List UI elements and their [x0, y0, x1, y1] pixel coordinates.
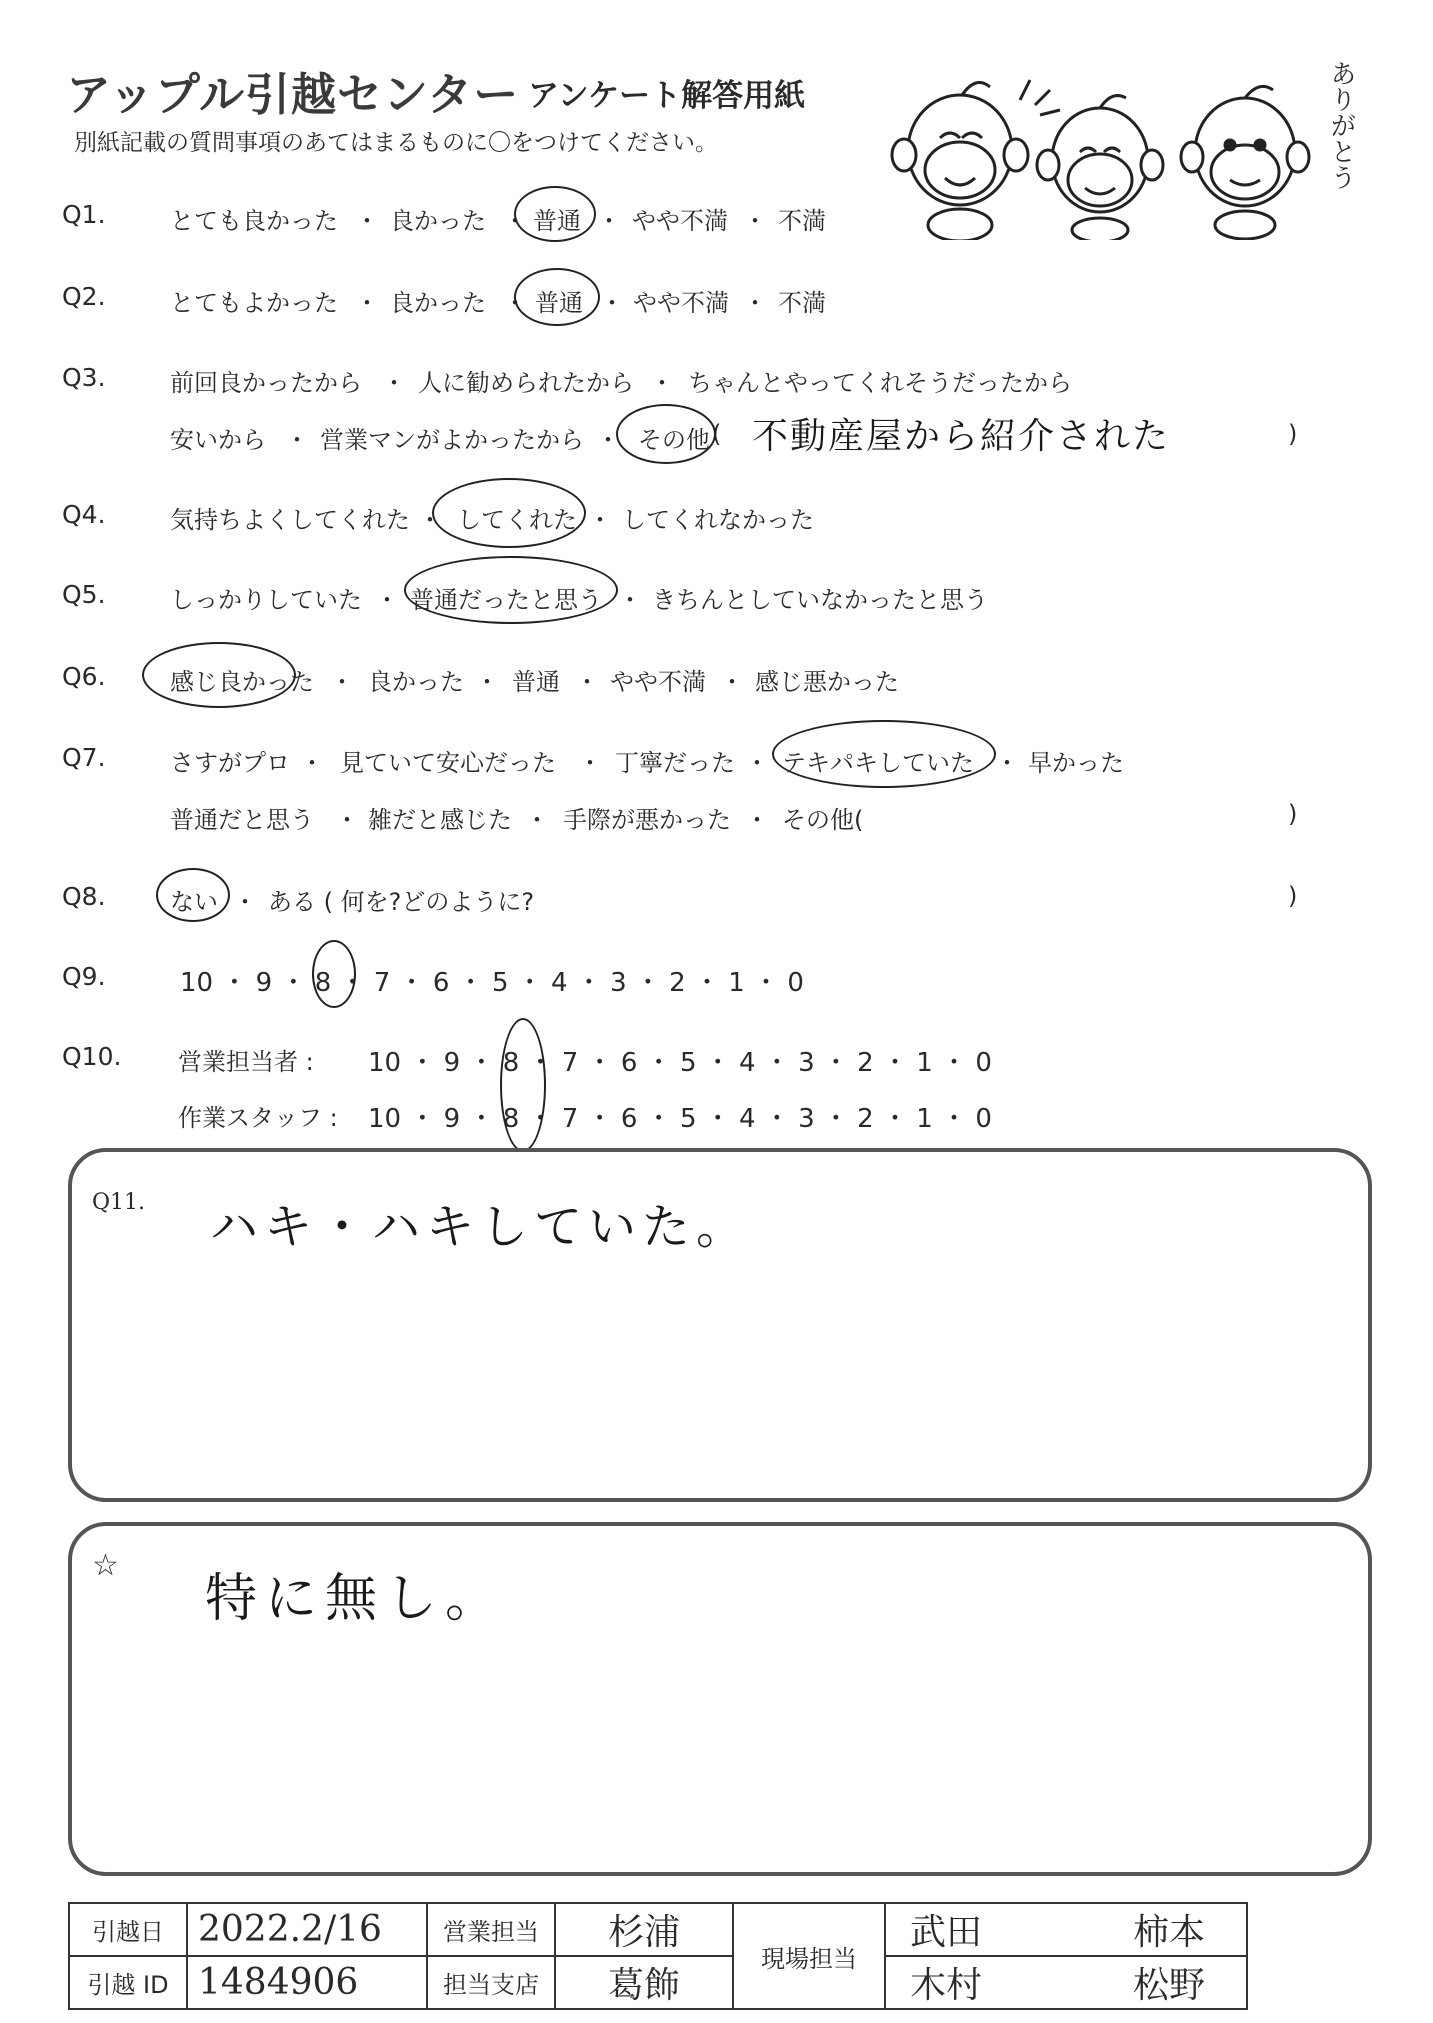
q2-option-2: 良かった	[390, 289, 486, 317]
q3-option-3: ちゃんとやってくれそうだったから	[688, 369, 1072, 397]
site-rep-name-2: 木村	[885, 1956, 1092, 2009]
q4-answer-circle	[432, 478, 586, 548]
form-subtitle: アンケート解答用紙	[528, 78, 806, 114]
monkey-mascots-illustration	[890, 60, 1360, 240]
move-date-value: 2022.2/16	[187, 1903, 427, 1956]
q8-option-1-selected: ない	[170, 888, 218, 916]
q8-answer-circle	[156, 868, 230, 922]
q3-label: Q3.	[62, 363, 106, 392]
q4-label: Q4.	[62, 500, 106, 529]
q10-label: Q10.	[62, 1042, 122, 1071]
q7-option-4-selected: テキパキしていた	[782, 749, 974, 777]
site-rep-label: 現場担当	[733, 1903, 885, 2009]
q7-option-2: 見ていて安心だった	[340, 749, 556, 777]
q1-label: Q1.	[62, 200, 106, 229]
move-id-label: 引越 ID	[69, 1956, 187, 2009]
q9-selected-8: 8	[314, 968, 332, 998]
q10-sales-label: 営業担当者 :	[178, 1048, 314, 1076]
q11-handwritten-answer: ハキ・ハキしていた。	[210, 1199, 751, 1255]
q7-answer-circle	[772, 720, 996, 788]
q7-label: Q7.	[62, 743, 106, 772]
q9-scale: 10 ・ 9 ・ 8 ・ 7 ・ 6 ・ 5 ・ 4 ・ 3 ・ 2 ・ 1 ・ 0	[180, 968, 804, 998]
star-icon: ☆	[92, 1548, 119, 1583]
q9-label: Q9.	[62, 962, 106, 991]
q8-option-2: ある ( 何を?どのように?	[268, 888, 535, 916]
q2-label: Q2.	[62, 282, 106, 311]
q3-option-2: 人に勧められたから	[418, 369, 634, 397]
q6-option-5: 感じ悪かった	[755, 668, 899, 696]
q7-option-7: 雑だと感じた	[368, 806, 512, 834]
q2-option-5: 不満	[778, 289, 826, 317]
q10-staff-label: 作業スタッフ :	[178, 1104, 338, 1132]
q6-label: Q6.	[62, 662, 106, 691]
q4-option-3: してくれなかった	[622, 506, 814, 534]
q7-option-3: 丁寧だった	[615, 749, 735, 777]
q6-option-3: 普通	[512, 668, 560, 696]
q6-option-2: 良かった	[368, 668, 464, 696]
q7-option-1: さすがプロ	[170, 749, 290, 777]
sales-rep-label: 営業担当	[427, 1903, 555, 1956]
q5-option-3: きちんとしていなかったと思う	[652, 586, 988, 614]
q1-option-1: とても良かった	[170, 207, 338, 235]
branch-name: 葛飾	[555, 1956, 733, 2009]
q7-option-6: 普通だと思う	[170, 806, 314, 834]
q1-option-3-selected: 普通	[533, 207, 581, 235]
q10-staff-scale: 10 ・ 9 ・ 8 ・ 7 ・ 6 ・ 5 ・ 4 ・ 3 ・ 2 ・ 1 ・ 0	[368, 1104, 992, 1134]
q11-label: Q11.	[92, 1190, 146, 1215]
q9-answer-circle	[312, 940, 356, 1008]
q3-option-5: 営業マンがよかったから	[320, 426, 584, 454]
q4-option-2-selected: してくれた	[457, 506, 577, 534]
q3-option-1: 前回良かったから	[170, 369, 362, 397]
mascot-thanks-text: ありがとう	[1326, 60, 1356, 190]
q1-option-5: 不満	[778, 207, 826, 235]
q6-answer-circle	[142, 642, 296, 708]
q5-label: Q5.	[62, 580, 106, 609]
q5-option-2-selected: 普通だったと思う	[410, 586, 602, 614]
q8-label: Q8.	[62, 882, 106, 911]
q2-option-4: やや不満	[633, 289, 729, 317]
q3-option-other-selected: その他	[638, 426, 710, 454]
q5-option-1: しっかりしていた	[170, 586, 362, 614]
sales-rep-name: 杉浦	[555, 1903, 733, 1956]
q6-option-1-selected: 感じ良かった	[170, 668, 314, 696]
q3-option-4: 安いから	[170, 426, 266, 454]
q7-option-8: 手際が悪かった	[563, 806, 731, 834]
q2-option-3-selected: 普通	[535, 289, 583, 317]
move-date-label: 引越日	[69, 1903, 187, 1956]
q10-sales-scale: 10 ・ 9 ・ 8 ・ 7 ・ 6 ・ 5 ・ 4 ・ 3 ・ 2 ・ 1 ・ 0	[368, 1048, 992, 1078]
instruction-text: 別紙記載の質問事項のあてはまるものに〇をつけてください。	[74, 130, 718, 156]
brand-title: アップル引越センター	[66, 68, 520, 121]
footer-table	[68, 1902, 1248, 2010]
site-rep-name-3: 柿本	[1092, 1903, 1247, 1956]
q4-option-1: 気持ちよくしてくれた	[170, 506, 410, 534]
q10-answer-circle	[500, 1018, 546, 1152]
q2-answer-circle	[514, 268, 600, 326]
q7-option-other: その他(	[782, 806, 864, 834]
q2-option-1: とてもよかった	[170, 289, 338, 317]
q1-option-4: やや不満	[632, 207, 728, 235]
site-rep-name-4: 松野	[1092, 1956, 1247, 2009]
q3-answer-circle	[616, 404, 716, 464]
q3-other-handwritten: 不動産屋から紹介された	[752, 416, 1171, 457]
move-id-value: 1484906	[187, 1956, 427, 2009]
q1-answer-circle	[514, 186, 596, 242]
branch-label: 担当支店	[427, 1956, 555, 2009]
q7-option-5: 早かった	[1028, 749, 1124, 777]
q6-option-4: やや不満	[610, 668, 706, 696]
q1-option-2: 良かった	[390, 207, 486, 235]
site-rep-name-1: 武田	[885, 1903, 1092, 1956]
q5-answer-circle	[404, 556, 618, 624]
star-handwritten-answer: 特に無し。	[205, 1569, 506, 1629]
